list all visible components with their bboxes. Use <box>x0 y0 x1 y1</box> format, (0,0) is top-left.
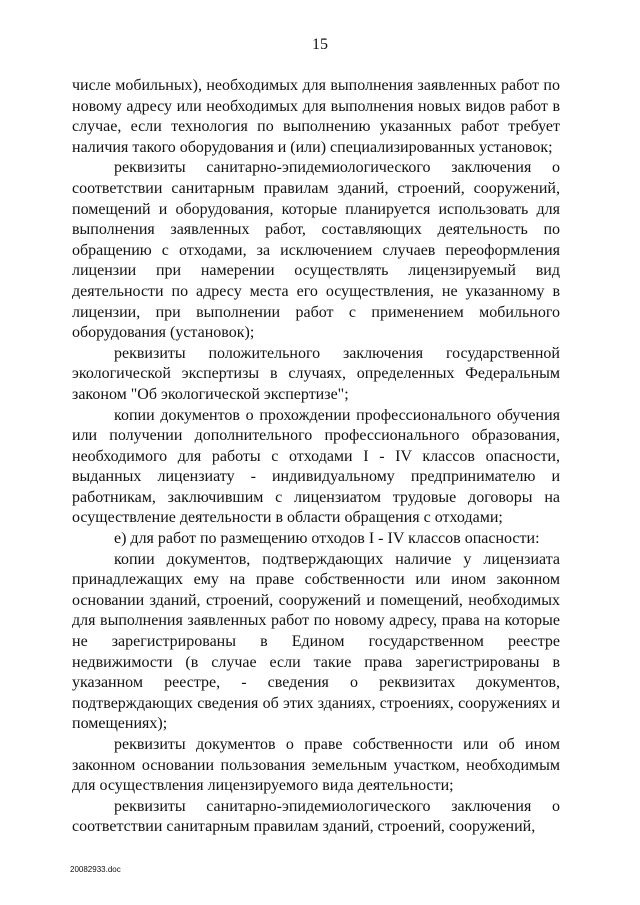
paragraph: реквизиты документов о праве собственности или об ином законном основании пользования земельным участком, необходимым для осуществления лицензируемого вида деятельности; <box>72 736 560 795</box>
paragraph-heading: е) для работ по размещению отходов I - IV классов опасности: <box>114 530 540 548</box>
paragraph: числе мобильных), необходимых для выполнения заявленных работ по новому адресу или необходимых для выполнения новых видов работ в случае, если технология по выполнению указанных работ требует наличия такого оборудования и (или) специализированных установок; <box>72 77 560 156</box>
paragraph: реквизиты санитарно-эпидемиологического заключения о соответствии санитарным правилам зданий, строений, сооружений, помещений и оборудования, которые планируется использовать для выполнения заявленных работ, составляющих деятельность по обращению с отходами, за исключением случаев переоформления лицензии при намерении осуществлять лицензируемый вид деятельности по адресу места его осуществления, не указанному в лицензии, при выполнении работ с применением мобильного оборудования (установок); <box>72 159 560 342</box>
paragraph: копии документов, подтверждающих наличие у лицензиата принадлежащих ему на праве собственности или ином законном основании зданий, строений, сооружений и помещений, необходимых для выполнения заявленных работ по новому адресу, права на которые не зарегистрированы в Едином государственном реестре недвижимости (в случае если такие права зарегистрированы в указанном реестре, - сведения о реквизитах документов, подтверждающих сведения об этих зданиях, строениях, сооружениях и помещениях); <box>72 550 560 733</box>
footer-filename: 20082933.doc <box>70 865 121 874</box>
document-body <box>72 76 560 838</box>
page-number: 15 <box>312 36 328 53</box>
paragraph: реквизиты положительного заключения государственной экологической экспертизы в случаях, определенных Федеральным законом "Об экологической экспертизе"; <box>72 344 560 403</box>
paragraph: реквизиты санитарно-эпидемиологического заключения о соответствии санитарным правилам зданий, строений, сооружений, <box>72 797 560 836</box>
paragraph: копии документов о прохождении профессионального обучения или получении дополнительного профессионального образования, необходимого для работы с отходами I - IV классов опасности, выданных лицензиату - индивидуальному предпринимателю и работникам, заключившим с лицензиатом трудовые договоры на осуществление деятельности в области обращения с отходами; <box>72 406 560 527</box>
